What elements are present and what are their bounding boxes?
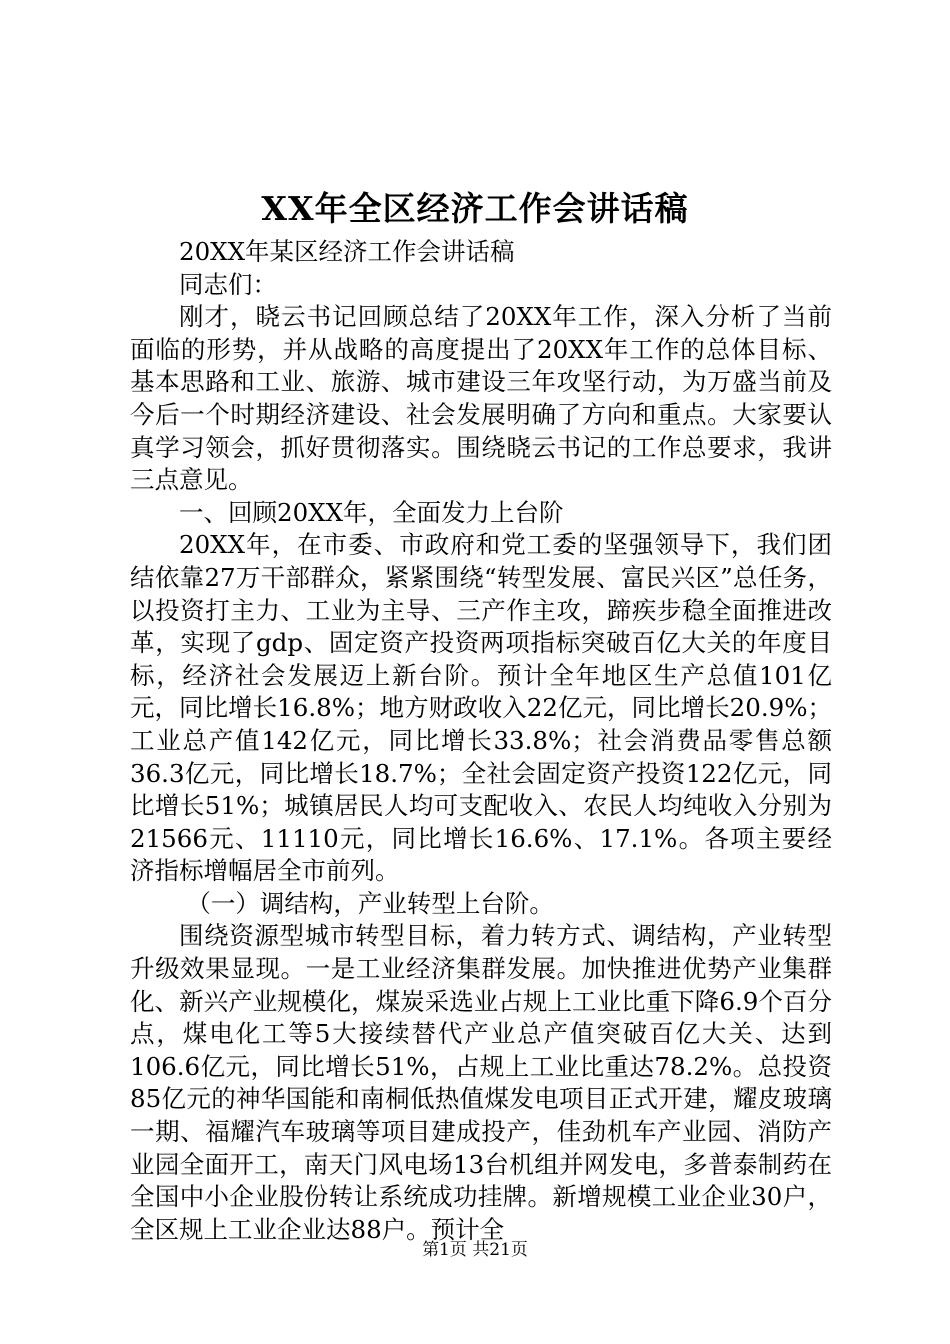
document-title: XX年全区经济工作会讲话稿 xyxy=(261,189,689,228)
page-footer: 第1页 共21页 xyxy=(422,1240,528,1260)
section-heading-1: 一、回顾20XX年，全面发力上台阶 xyxy=(179,497,564,527)
paragraph-subtitle: 20XX年某区经济工作会讲话稿 xyxy=(179,237,515,266)
paragraph-intro: 刚才，晓云书记回顾总结了20XX年工作，深入分析了当前面临的形势，并从战略的高度提出了20XX年工作的总体目标、基本思路和工业、旅游、城市建设三年攻坚行动，为万盛当前及今后一个时期经济建设、社会发展明确了方向和重点。大家要认真学习领会，抓好贯彻落实。围绕晓云书记的工作总要求，我讲三点意见。 xyxy=(130,302,832,495)
document-body xyxy=(130,236,832,1246)
paragraph-salutation: 同志们： xyxy=(179,269,277,299)
subsection-heading-1: （一）调结构，产业转型上台阶。 xyxy=(186,888,554,918)
paragraph-structure: 围绕资源型城市转型目标，着力转方式、调结构，产业转型升级效果显现。一是工业经济集群发展。加快推进优势产业集群化、新兴产业规模化，煤炭采选业占规上工业比重下降6.9个百分点，煤电化工等5大接续替代产业总产值突破百亿大关、达到106.6亿元，同比增长51%，占规上工业比重达78.2%。总投资85亿元的神华国能和南桐低热值煤发电项目正式开建，耀皮玻璃一期、福耀汽车玻璃等项目建成投产，佳劲机车产业园、消防产业园全面开工，南天门风电场13台机组并网发电，多普泰制药在全国中小企业股份转让系统成功挂牌。新增规模工业企业30户，全区规上工业企业达88户。预计全 xyxy=(130,921,832,1244)
paragraph-review: 20XX年，在市委、市政府和党工委的坚强领导下，我们团结依靠27万干部群众，紧紧围绕“转型发展、富民兴区”总任务，以投资打主力、工业为主导、三产作主攻，蹄疾步稳全面推进改革，实现了gdp、固定资产投资两项指标突破百亿大关的年度目标，经济社会发展迈上新台阶。预计全年地区生产总值101亿元，同比增长16.8%；地方财政收入22亿元，同比增长20.9%；工业总产值142亿元，同比增长33.8%；社会消费品零售总额36.3亿元，同比增长18.7%；全社会固定资产投资122亿元，同比增长51%；城镇居民人均可支配收入、农民人均纯收入分别为21566元、11110元，同比增长16.6%、17.1%。各项主要经济指标增幅居全市前列。 xyxy=(130,530,832,886)
